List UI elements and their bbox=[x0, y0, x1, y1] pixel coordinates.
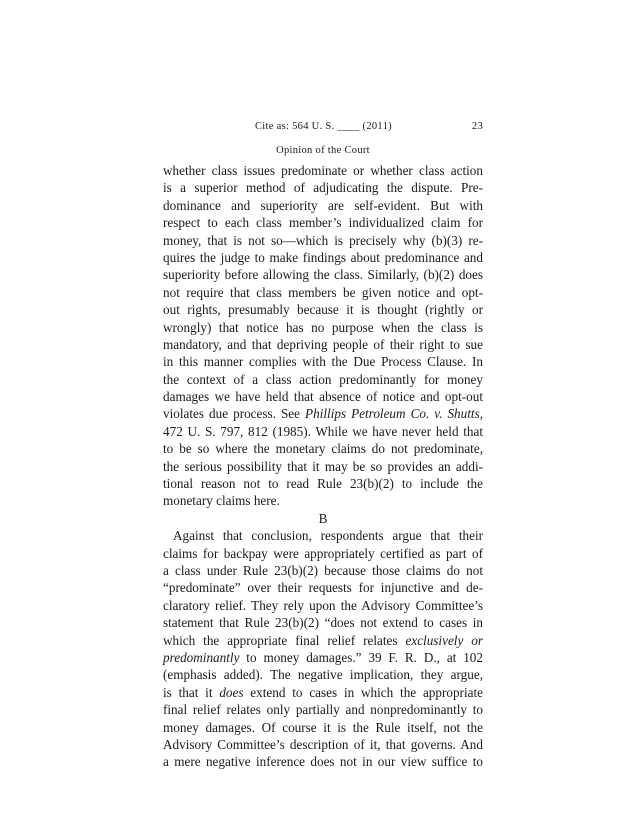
emphasis: exclusively or bbox=[405, 632, 483, 648]
text-run: which the appropriate final relief relates bbox=[163, 632, 406, 648]
text-run: violates due process. See bbox=[163, 406, 306, 422]
text-line: superiority before allowing the class. Similarly, (b)(2) does bbox=[163, 267, 483, 283]
opinion-label: Opinion of the Court bbox=[276, 145, 370, 156]
text-line: claratory relief. They rely upon the Advisory Committee’s bbox=[163, 597, 483, 613]
text-line: 472 U. S. 797, 812 (1985). While we have never held that bbox=[163, 423, 483, 439]
text-line: a class under Rule 23(b)(2) because those claims do not bbox=[163, 562, 483, 578]
text-line bbox=[163, 684, 483, 701]
text-run: extend to cases in which the appropriate bbox=[243, 684, 483, 700]
text-line: money damages. Of course it is the Rule itself, not the bbox=[163, 719, 483, 735]
text-line: monetary claims here. bbox=[163, 493, 280, 509]
text-line: dominance and superiority are self-evident. But with bbox=[163, 197, 483, 213]
text-run: is that it bbox=[163, 684, 220, 700]
page-number: 23 bbox=[471, 121, 483, 132]
running-header bbox=[163, 121, 483, 137]
text-line: a mere negative inference does not in our view suffice to bbox=[163, 754, 483, 770]
text-line bbox=[163, 405, 483, 422]
text-line bbox=[163, 649, 483, 666]
text-line: whether class issues predominate or whether class action bbox=[163, 163, 483, 178]
text-line: the serious possibility that it may be so provides an addi- bbox=[163, 458, 483, 474]
text-line: Advisory Committee’s description of it, that governs. And bbox=[163, 736, 483, 752]
text-run: to money damages.” 39 F. R. D., at 102 bbox=[239, 649, 483, 665]
text-line: to be so where the monetary claims do not predominate, bbox=[163, 441, 483, 457]
text-line: Against that conclusion, respondents argue that their bbox=[173, 528, 483, 544]
text-line: out rights, presumably because it is thought (rightly or bbox=[163, 302, 483, 318]
text-line: quires the judge to make findings about predominance and bbox=[163, 249, 483, 265]
text-line: claims for backpay were appropriately certified as part of bbox=[163, 545, 483, 561]
opinion-body bbox=[163, 162, 483, 771]
text-line: “predominate” over their requests for injunctive and de- bbox=[163, 580, 483, 596]
text-line: the context of a class action predominantly for money bbox=[163, 371, 483, 387]
text-line: mandatory, and that depriving people of their right to sue bbox=[163, 336, 483, 352]
text-line: final relief relates only partially and nonpredominantly to bbox=[163, 702, 483, 718]
text-line: not require that class members be given notice and opt- bbox=[163, 284, 483, 300]
section-heading: B bbox=[318, 510, 328, 526]
case-citation: Phillips Petroleum Co. v. Shutts, bbox=[305, 406, 484, 422]
text-line: money, that is not so—which is precisely why (b)(3) re- bbox=[163, 232, 483, 248]
emphasis: does bbox=[219, 684, 244, 700]
text-line: (emphasis added). The negative implication, they argue, bbox=[163, 667, 483, 683]
text-line: in this manner complies with the Due Process Clause. In bbox=[163, 354, 483, 370]
text-line: tional reason not to read Rule 23(b)(2) to include the bbox=[163, 476, 483, 492]
text-line: wrongly) that notice has no purpose when the class is bbox=[163, 319, 483, 335]
text-line: damages we have held that absence of notice and opt-out bbox=[163, 389, 483, 405]
emphasis: predominantly bbox=[163, 649, 240, 665]
citation: Cite as: 564 U. S. ____ (2011) bbox=[255, 121, 392, 132]
text-line: is a superior method of adjudicating the dispute. Pre- bbox=[163, 180, 483, 196]
text-line: statement that Rule 23(b)(2) “does not extend to cases in bbox=[163, 615, 483, 631]
text-line: respect to each class member’s individualized claim for bbox=[163, 215, 483, 231]
text-line bbox=[163, 632, 483, 649]
